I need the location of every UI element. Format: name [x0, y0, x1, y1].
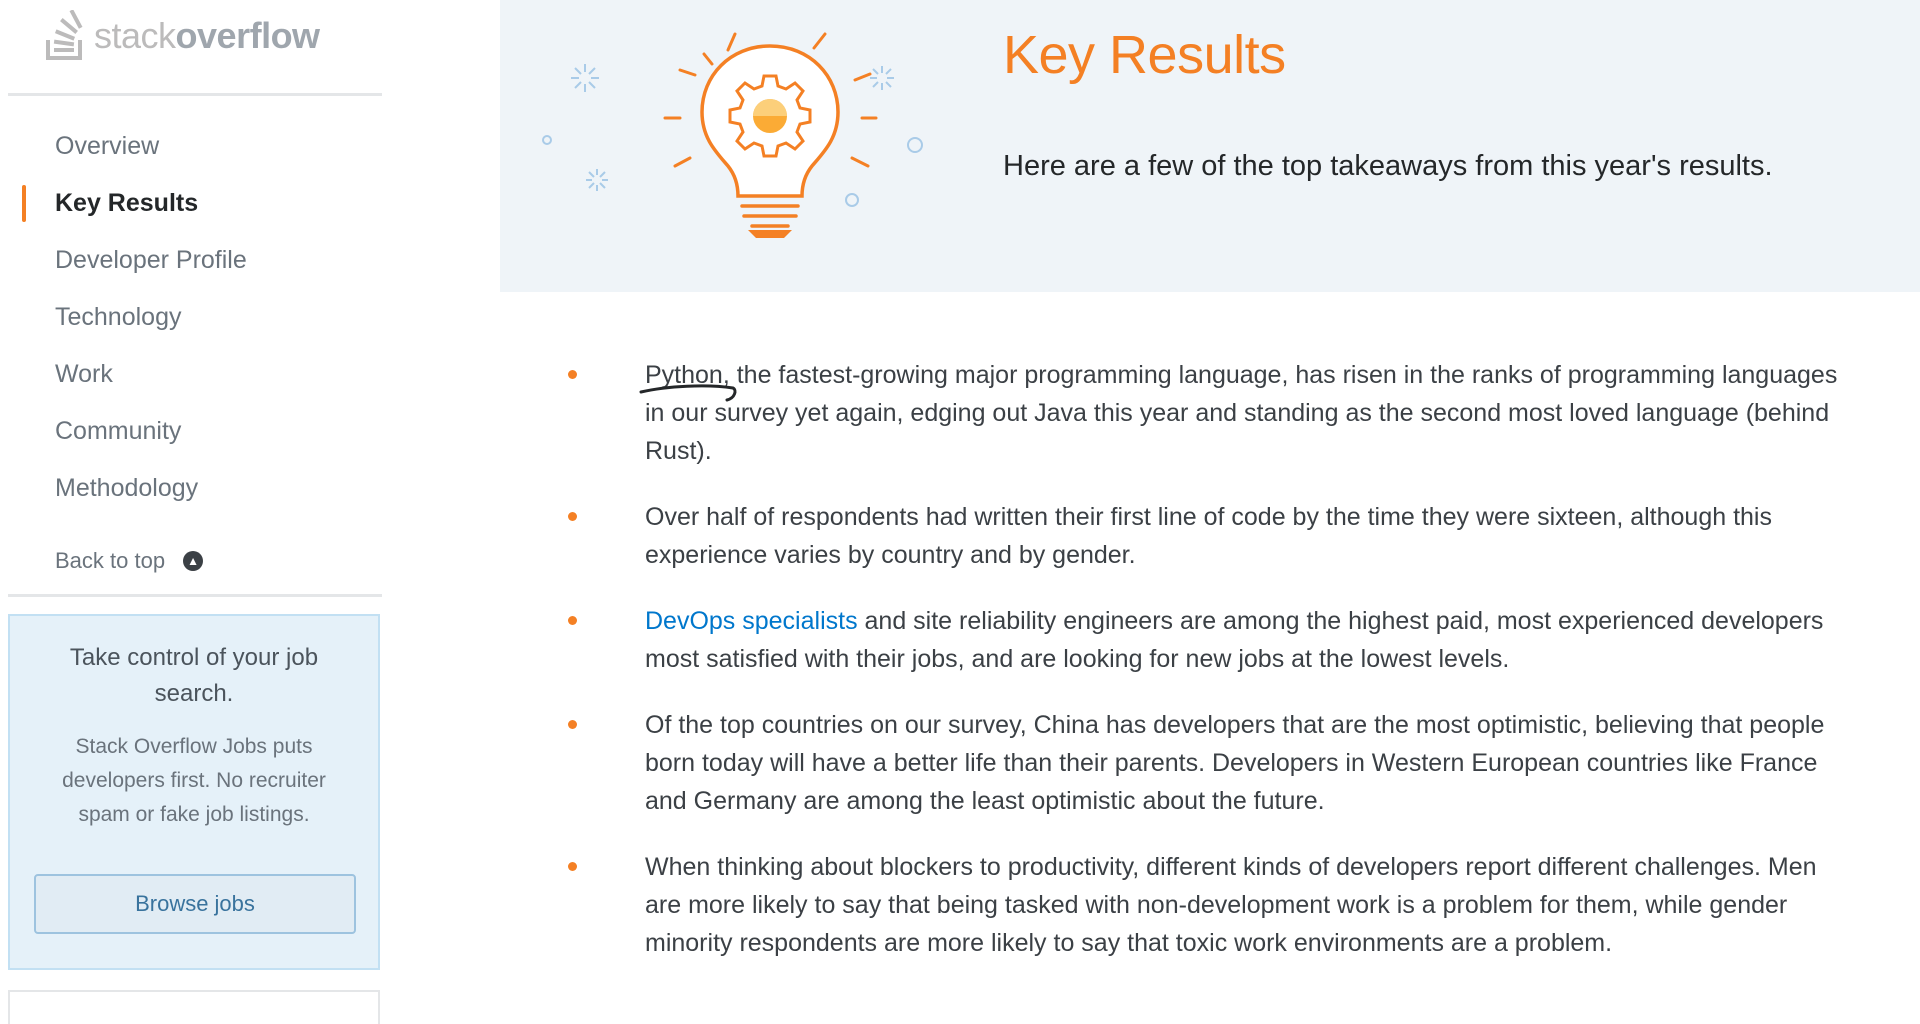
- list-item: [560, 356, 1850, 470]
- sidebar-item-developer-profile[interactable]: Developer Profile: [55, 246, 247, 274]
- bullet-dot-icon: [568, 720, 577, 729]
- logo-text-bold: overflow: [175, 15, 320, 56]
- promo-title: Take control of your job search.: [69, 644, 319, 707]
- divider: [8, 594, 382, 597]
- highlight-text: Python: [645, 361, 723, 389]
- handwritten-underline-icon: [637, 382, 747, 404]
- page-title: Key Results: [1003, 25, 1286, 85]
- list-item: [560, 498, 1850, 574]
- list-item-text: , the fastest-growing major programming language, has risen in the ranks of programming languages in our survey yet again, edging out Java this year and standing as the second most loved language (behind Rust).: [645, 361, 1838, 465]
- bullet-dot-icon: [568, 616, 577, 625]
- divider: [8, 93, 382, 96]
- list-item: [560, 706, 1850, 820]
- list-item: [560, 602, 1850, 678]
- sidebar-item-community[interactable]: Community: [55, 417, 182, 445]
- bullet-dot-icon: [568, 370, 577, 379]
- sidebar-item-overview[interactable]: Overview: [55, 132, 160, 160]
- page-subtitle: Here are a few of the top takeaways from this year's results.: [1003, 150, 1773, 182]
- promo-body: Stack Overflow Jobs puts developers first. No recruiter spam or fake job listings.: [62, 735, 326, 826]
- sidebar-item-work[interactable]: Work: [55, 360, 113, 388]
- sidebar: [0, 0, 392, 1024]
- logo[interactable]: [44, 8, 320, 64]
- key-results-list: [560, 356, 1850, 990]
- jobs-promo-card: [8, 614, 380, 970]
- next-sidebar-card: [8, 990, 380, 1024]
- underlined-term: [645, 356, 723, 394]
- lightbulb-gear-icon: [530, 20, 930, 240]
- bullet-dot-icon: [568, 862, 577, 871]
- sidebar-item-technology[interactable]: Technology: [55, 303, 182, 331]
- arrow-up-circle-icon: ▲: [183, 551, 203, 571]
- hero-banner: [500, 0, 1920, 292]
- sidebar-nav: [0, 118, 392, 517]
- sidebar-item-methodology[interactable]: Methodology: [55, 474, 199, 502]
- list-item-text: Of the top countries on our survey, China has developers that are the most optimistic, believing that people born today will have a better life than their parents. Developers in Western European countries like France and Germany are among the least optimistic about the future.: [645, 711, 1825, 815]
- logo-text-light: stack: [94, 15, 176, 56]
- logo-text: [94, 15, 320, 57]
- devops-specialists-link[interactable]: DevOps specialists: [645, 607, 858, 635]
- list-item-text: and site reliability engineers are among the highest paid, most experienced developers most satisfied with their jobs, and are looking for new jobs at the lowest levels.: [645, 607, 1824, 673]
- browse-jobs-button[interactable]: Browse jobs: [34, 874, 356, 934]
- list-item-text: Over half of respondents had written their first line of code by the time they were sixteen, although this experience varies by country and by gender.: [645, 503, 1772, 569]
- sidebar-item-key-results[interactable]: Key Results: [0, 175, 392, 232]
- stack-overflow-logo-icon: [44, 10, 88, 62]
- bullet-dot-icon: [568, 512, 577, 521]
- list-item: [560, 848, 1850, 962]
- back-to-top-label: Back to top: [55, 548, 166, 573]
- list-item-text: When thinking about blockers to productivity, different kinds of developers report different challenges. Men are more likely to say that being tasked with non-development work is a problem for them, while gender minority respondents are more likely to say that toxic work environments are a problem.: [645, 853, 1817, 957]
- back-to-top-link[interactable]: [55, 544, 203, 578]
